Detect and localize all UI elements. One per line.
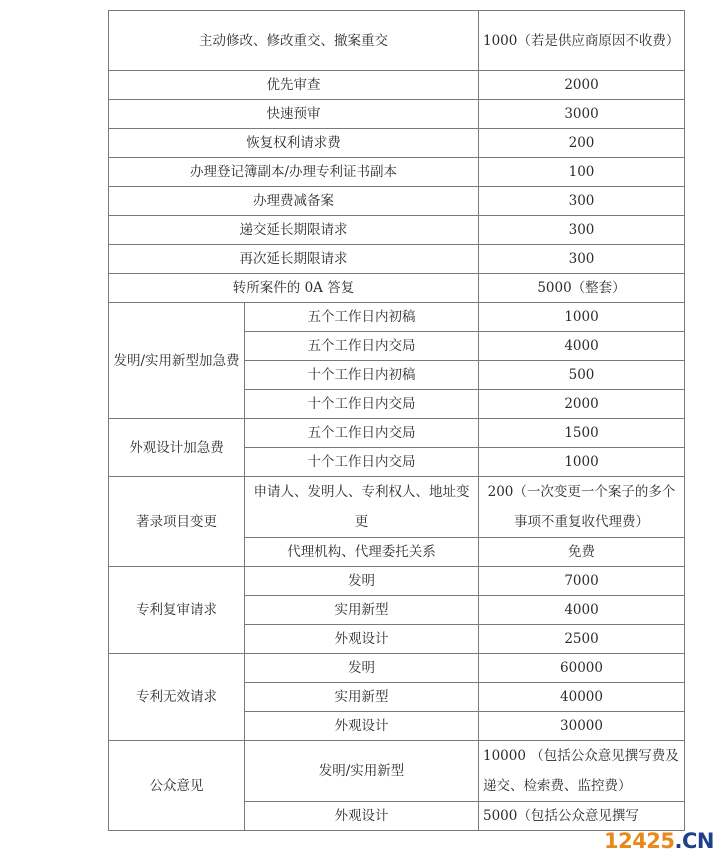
- table-row: [109, 303, 685, 332]
- table-row: [109, 419, 685, 448]
- group-label-reexamination: 专利复审请求: [109, 567, 245, 654]
- fee-item-label: 主动修改、修改重交、撤案重交: [109, 11, 479, 71]
- fee-value: 2500: [479, 625, 685, 654]
- sub-item-label: 发明: [245, 567, 479, 596]
- table-row: [109, 477, 685, 538]
- fee-item-label: 恢复权利请求费: [109, 129, 479, 158]
- fee-value: 200（一次变更一个案子的多个事项不重复收代理费）: [479, 477, 685, 538]
- sub-item-label: 实用新型: [245, 683, 479, 712]
- sub-item-label: 五个工作日内交局: [245, 419, 479, 448]
- sub-item-label: 五个工作日内初稿: [245, 303, 479, 332]
- sub-item-label: 外观设计: [245, 712, 479, 741]
- table-row: [109, 741, 685, 802]
- sub-item-label: 申请人、发明人、专利权人、地址变更: [245, 477, 479, 538]
- group-label-urgent-invention: 发明/实用新型加急费: [109, 303, 245, 419]
- fee-value: 1000（若是供应商原因不收费）: [479, 11, 685, 71]
- table-row: [109, 567, 685, 596]
- fee-item-label: 优先审查: [109, 71, 479, 100]
- watermark-domain: .CN: [674, 829, 714, 853]
- table-row: [109, 100, 685, 129]
- group-label-invalidation: 专利无效请求: [109, 654, 245, 741]
- table-row: [109, 158, 685, 187]
- fee-table: [108, 10, 685, 831]
- site-watermark-logo: [604, 829, 714, 853]
- group-label-public-opinion: 公众意见: [109, 741, 245, 831]
- table-row: [109, 654, 685, 683]
- table-row: [109, 274, 685, 303]
- fee-item-label: 办理登记簿副本/办理专利证书副本: [109, 158, 479, 187]
- fee-value: 2000: [479, 71, 685, 100]
- fee-item-label: 快速预审: [109, 100, 479, 129]
- sub-item-label: 发明: [245, 654, 479, 683]
- sub-item-label: 十个工作日内初稿: [245, 361, 479, 390]
- table-row: [109, 71, 685, 100]
- fee-value: 300: [479, 187, 685, 216]
- fee-value: 1500: [479, 419, 685, 448]
- fee-value: 1000: [479, 303, 685, 332]
- fee-item-label: 递交延长期限请求: [109, 216, 479, 245]
- fee-value: 200: [479, 129, 685, 158]
- fee-value: 4000: [479, 596, 685, 625]
- fee-value: 4000: [479, 332, 685, 361]
- fee-value: 2000: [479, 390, 685, 419]
- sub-item-label: 实用新型: [245, 596, 479, 625]
- fee-value: 100: [479, 158, 685, 187]
- fee-value: 500: [479, 361, 685, 390]
- fee-item-label: 办理费减备案: [109, 187, 479, 216]
- sub-item-label: 十个工作日内交局: [245, 390, 479, 419]
- sub-item-label: 发明/实用新型: [245, 741, 479, 802]
- sub-item-label: 外观设计: [245, 625, 479, 654]
- group-label-urgent-design: 外观设计加急费: [109, 419, 245, 477]
- fee-value: 5000（包括公众意见撰写: [479, 802, 685, 831]
- fee-value: 1000: [479, 448, 685, 477]
- table-row: [109, 187, 685, 216]
- table-row: [109, 129, 685, 158]
- fee-value: 7000: [479, 567, 685, 596]
- fee-value: 免费: [479, 538, 685, 567]
- fee-value: 5000（整套）: [479, 274, 685, 303]
- fee-value: 60000: [479, 654, 685, 683]
- sub-item-label: 五个工作日内交局: [245, 332, 479, 361]
- fee-value: 40000: [479, 683, 685, 712]
- watermark-number: 12425: [603, 829, 675, 853]
- sub-item-label: 外观设计: [245, 802, 479, 831]
- fee-value: 300: [479, 216, 685, 245]
- table-row: [109, 11, 685, 71]
- sub-item-label: 十个工作日内交局: [245, 448, 479, 477]
- fee-value: 3000: [479, 100, 685, 129]
- table-row: [109, 216, 685, 245]
- fee-value: 10000 （包括公众意见撰写费及递交、检索费、监控费）: [479, 741, 685, 802]
- fee-value: 300: [479, 245, 685, 274]
- table-row: [109, 245, 685, 274]
- fee-item-label: 再次延长期限请求: [109, 245, 479, 274]
- group-label-bibliographic: 著录项目变更: [109, 477, 245, 567]
- fee-item-label: 转所案件的 0A 答复: [109, 274, 479, 303]
- fee-value: 30000: [479, 712, 685, 741]
- sub-item-label: 代理机构、代理委托关系: [245, 538, 479, 567]
